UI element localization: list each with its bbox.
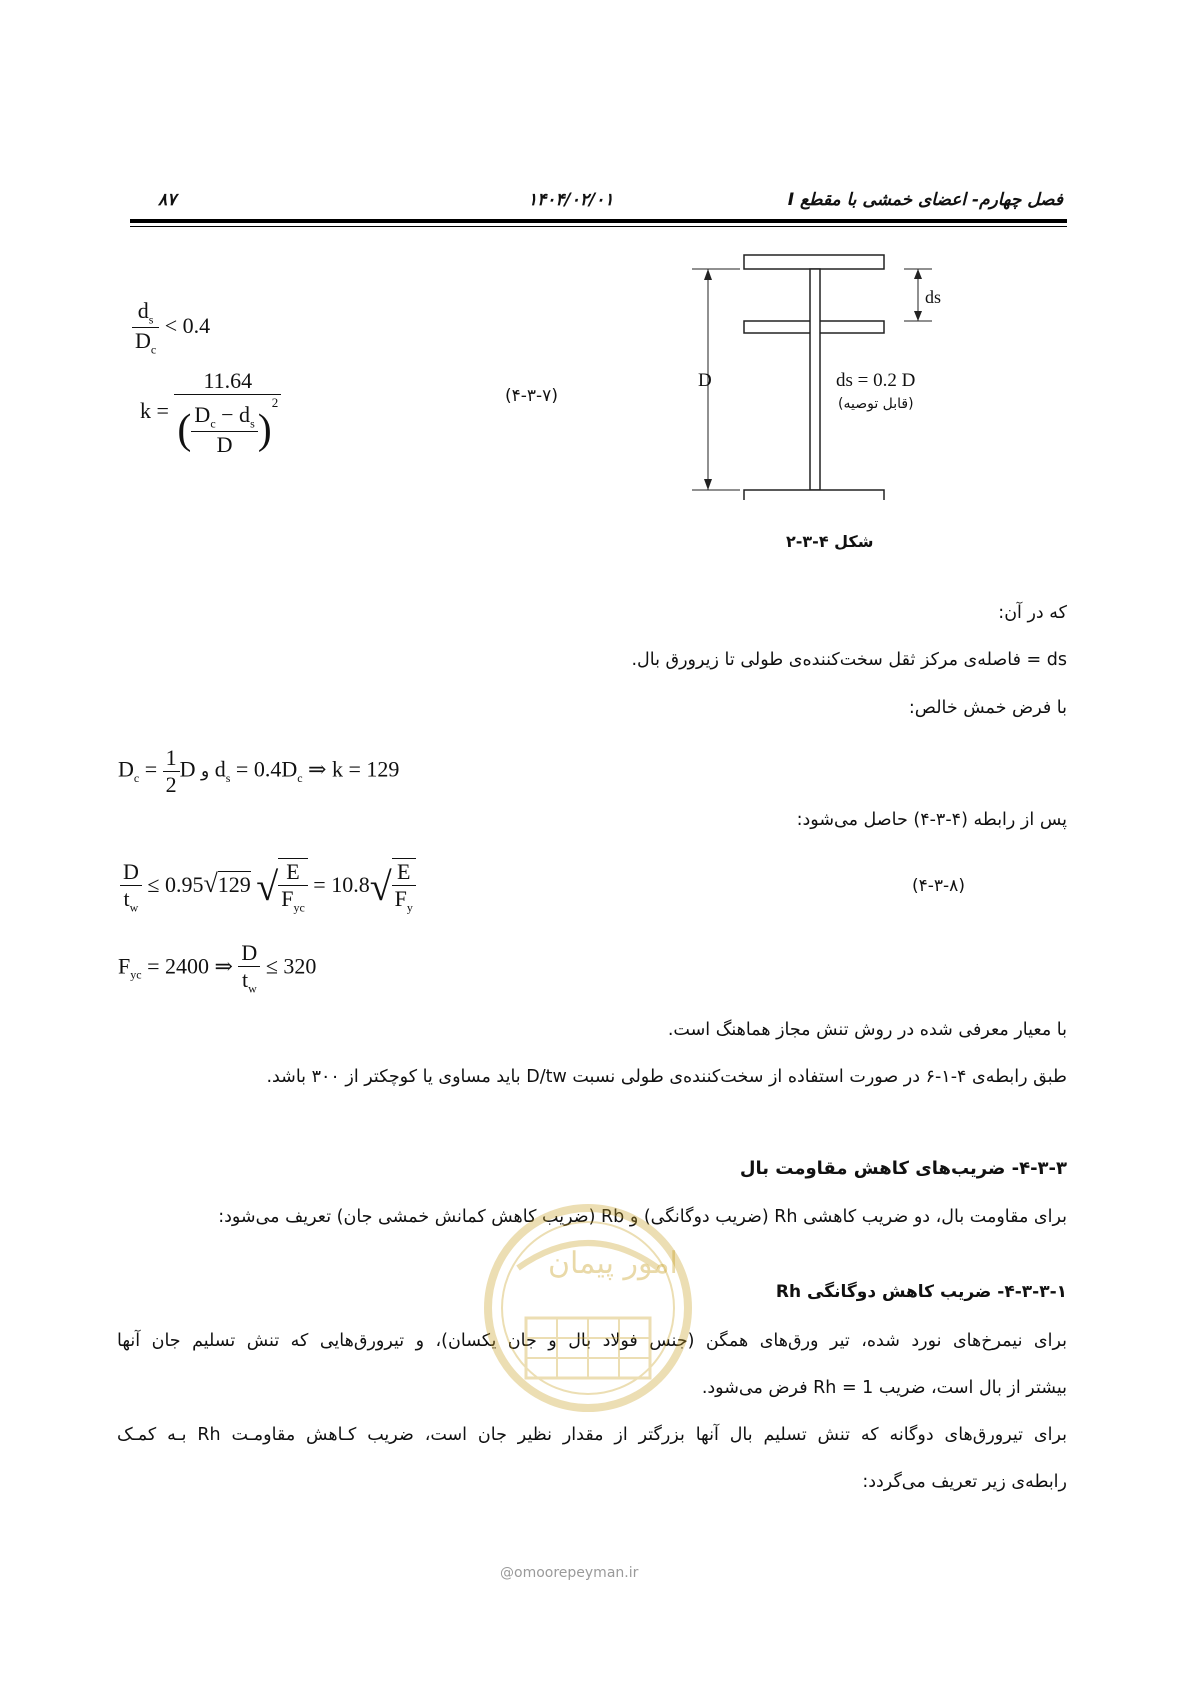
header-rule-thin [130, 226, 1067, 227]
header-date: ۱۴۰۴/۰۲/۰۱ [528, 190, 614, 210]
watermark-logo-text: امور پیمان [548, 1246, 678, 1281]
figure-label-ds-eq: ds = 0.2 D [836, 370, 916, 391]
text-per-relation: طبق رابطه‌ی ۴-۱-۶ در صورت استفاده از سخت‌کننده‌ی طولی نسبت D/tw باید مساوی یا کوچکتر از ۳۰۰ باشد. [266, 1067, 1067, 1087]
chapter-title: فصل چهارم- اعضای خمشی با مقطع I [787, 190, 1063, 210]
section-4-3-3-body: برای مقاومت بال، دو ضریب کاهشی Rh (ضریب دوگانگی) و Rb (ضریب کاهش کمانش خمشی جان) تعریف می‌شود: [218, 1207, 1067, 1227]
eq-ratio-ds-dc: $\frac{d_s}{D_c}$ < 0.4 [132, 298, 210, 358]
header-rule [130, 219, 1067, 223]
section-4-3-3-title: ۴-۳-۳- ضریب‌های کاهش مقاومت بال [739, 1158, 1067, 1179]
section-4-3-3-1-p2-line2: رابطه‌ی زیر تعریف می‌گردد: [862, 1472, 1067, 1492]
eq-d-tw-limit: $\frac{D}{t_w}$ ≤ 0.95√129 √ $\frac{E}{F_{yc}}$ = 10.8√ $\frac{E}{F_y}$ [120, 858, 416, 915]
section-4-3-3-1-p1-line2: بیشتر از بال است، ضریب Rh = 1 فرض می‌شود. [701, 1378, 1067, 1398]
top-flange [744, 255, 884, 269]
bottom-flange [744, 490, 884, 500]
text-where: که در آن: [998, 603, 1067, 623]
equation-number-8: (۴-۳-۸) [912, 876, 965, 896]
text-ds-definition: ds = فاصله‌ی مرکز ثقل سخت‌کننده‌ی طولی تا زیرورق بال. [631, 650, 1067, 670]
figure-caption: شکل ۴-۳-۲ [786, 532, 874, 551]
text-pure-bending: با فرض خمش خالص: [908, 698, 1067, 718]
equation-number-7: (۴-۳-۷) [505, 386, 558, 406]
text-from-relation: پس از رابطه (۴-۳-۴) حاصل می‌شود: [796, 810, 1067, 830]
page-number: ۸۷ [158, 190, 177, 210]
section-4-3-3-1-p2-line1: برای تیرورق‌های دوگانه که تنش تسلیم بال آنها بزرگتر از مقدار نظیر جان است، ضریب کـاهش مقاومـت Rh بـه کمـک [117, 1425, 1067, 1445]
figure-label-ds: ds [925, 287, 942, 307]
section-4-3-3-1-p1-line1: برای نیمرخ‌های نورد شده، تیر ورق‌های همگن (جنس فولاد بال و جان یکسان)، و تیرورق‌هایی که تنش تسلیم جان آنها [117, 1331, 1067, 1351]
eq-fyc-2400: $F_{yc} = 2400$ ⇒ $\frac{D}{t_w}$ ≤ 320 [118, 940, 317, 996]
text-consistent: با معیار معرفی شده در روش تنش مجاز هماهنگ است. [667, 1020, 1067, 1040]
eq-k-formula: k = 11.64 ( $\frac{D_c - d_s}{D}$ )$^2$ [140, 368, 281, 458]
web [810, 269, 820, 490]
section-4-3-3-1-title: ۴-۳-۳-۱- ضریب کاهش دوگانگی Rh [775, 1282, 1067, 1302]
eq-dc-half-d: $D_c$ = $\frac{1}{2}$ D و $d_s = 0.4D_c$ ⇒ k = 129 [118, 745, 400, 797]
watermark-logo [478, 1198, 698, 1458]
watermark-url: @omoorepeyman.ir [500, 1565, 639, 1581]
figure-label-D: D [698, 370, 712, 391]
and-word: و [201, 761, 210, 782]
figure-label-recommended: (قابل توصیه) [838, 396, 914, 412]
